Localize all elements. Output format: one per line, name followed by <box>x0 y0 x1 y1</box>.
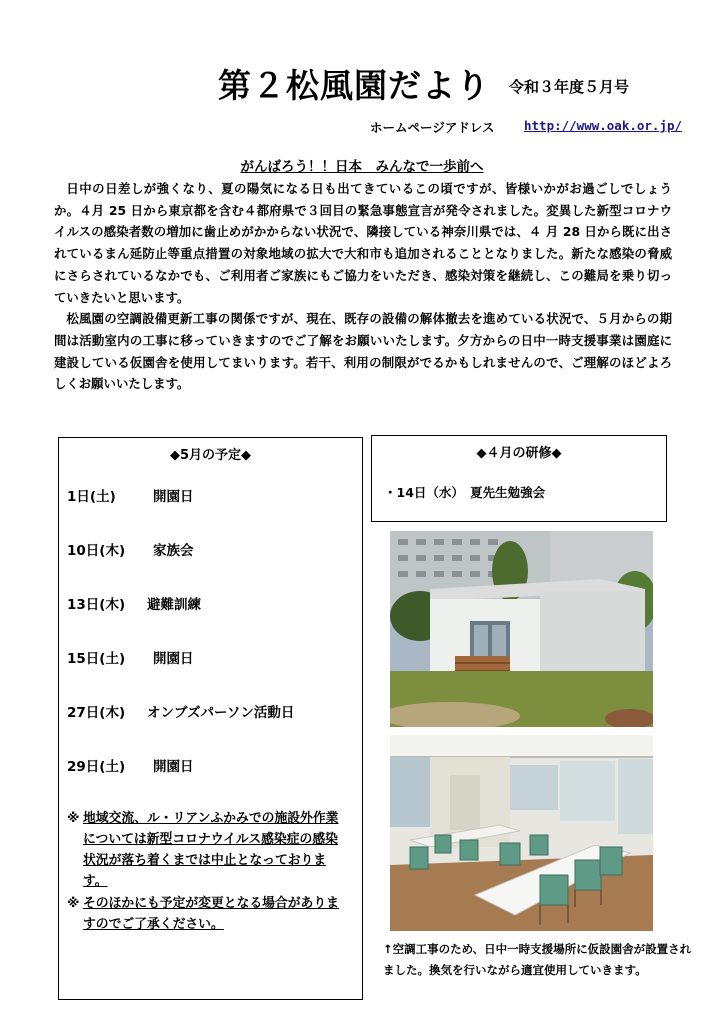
schedule-event: 家族会 <box>153 543 194 559</box>
body-text <box>54 178 672 395</box>
schedule-date: 15日(土) <box>67 651 126 667</box>
schedule-date: 29日(土) <box>67 759 126 775</box>
newsletter-title: 第２松風園だより <box>218 66 490 105</box>
note-mark: ※ <box>67 811 80 826</box>
homepage-label: ホームページアドレス <box>370 120 495 135</box>
schedule-date: 1日(土) <box>67 489 116 505</box>
homepage-link[interactable]: http://www.oak.or.jp/ <box>524 118 683 133</box>
note-line: そのほかにも予定が変更となる場合がありま <box>83 896 339 911</box>
schedule-event: 開園日 <box>153 759 194 775</box>
photo-caption: ↑空調工事のため、日中一時支援場所に仮設園舎が設置されました。換気を行いながら適宜使用していきます。 <box>383 942 692 977</box>
schedule-event: 避難訓練 <box>147 597 201 613</box>
temporary-building-photo <box>390 531 653 727</box>
training-item: ・14日（水） 夏先生勉強会 <box>384 485 546 500</box>
schedule-item <box>67 755 194 775</box>
schedule-date: 13日(木) <box>67 597 126 613</box>
training-title: ◆４月の研修◆ <box>476 446 562 461</box>
note-mark: ※ <box>67 896 80 911</box>
schedule-item <box>67 701 294 721</box>
note-line: す。 <box>83 874 108 889</box>
headline: がんばろう！！日本 みんなで一歩前へ <box>240 159 484 175</box>
schedule-note <box>67 893 359 935</box>
note-line: 状況が落ち着くまでは中止となっておりま <box>83 853 327 868</box>
schedule-date: 27日(木) <box>67 705 126 721</box>
issue-label: 令和３年度５月号 <box>509 78 630 96</box>
note-line: すのでご了承ください。 <box>83 917 224 932</box>
april-training-box <box>371 435 667 522</box>
note-line: 地域交流、ル・リアンふかみでの施設外作業 <box>83 811 339 826</box>
schedule-item <box>67 593 201 613</box>
note-line: については新型コロナウイルス感染症の感染 <box>83 832 338 847</box>
schedule-event: オンブズパーソン活動日 <box>147 705 295 721</box>
schedule-event: 開園日 <box>153 651 194 667</box>
schedule-event: 開園日 <box>153 489 194 505</box>
schedule-date: 10日(木) <box>67 543 126 559</box>
schedule-item <box>67 647 194 667</box>
body-paragraph-2: 松風園の空調設備更新工事の関係ですが、現在、既存の設備の解体撤去を進めている状況で、５月からの期間は活動室内の工事に移っていきますのでご了解をお願いいたします。夕方からの日中一時支援事業は園庭に建設している仮園舎を使用してまいります。若干、利用の制限がでるかもしれませんので、ご理解のほどよろしくお願いいたします。 <box>54 311 672 392</box>
may-schedule-box <box>58 437 363 1000</box>
temporary-room-interior-photo <box>390 735 653 931</box>
schedule-item <box>67 485 194 505</box>
schedule-note <box>67 808 359 892</box>
schedule-item <box>67 539 194 559</box>
schedule-title: ◆5月の予定◆ <box>169 448 252 463</box>
body-paragraph-1: 日中の日差しが強くなり、夏の陽気になる日も出てきているこの頃ですが、皆様いかがお過ごしでしょうか。４月 25 日から東京都を含む４都府県で３回目の緊急事態宣言が発令されました。変異した新型コロナウイルスの感染者数の増加に歯止めがかからない状況で、隣接している神奈川県では、４ 月 28 日から既に出されているまん延防止等重点措置の対象地域の拡大で大和市も追加されることとなりました。新たな感染の脅威にさらされているなかでも、ご利用者ご家族にもご協力をいただき、感染対策を継続し、この難局を乗り切っていきたいと思います。 <box>54 181 672 305</box>
